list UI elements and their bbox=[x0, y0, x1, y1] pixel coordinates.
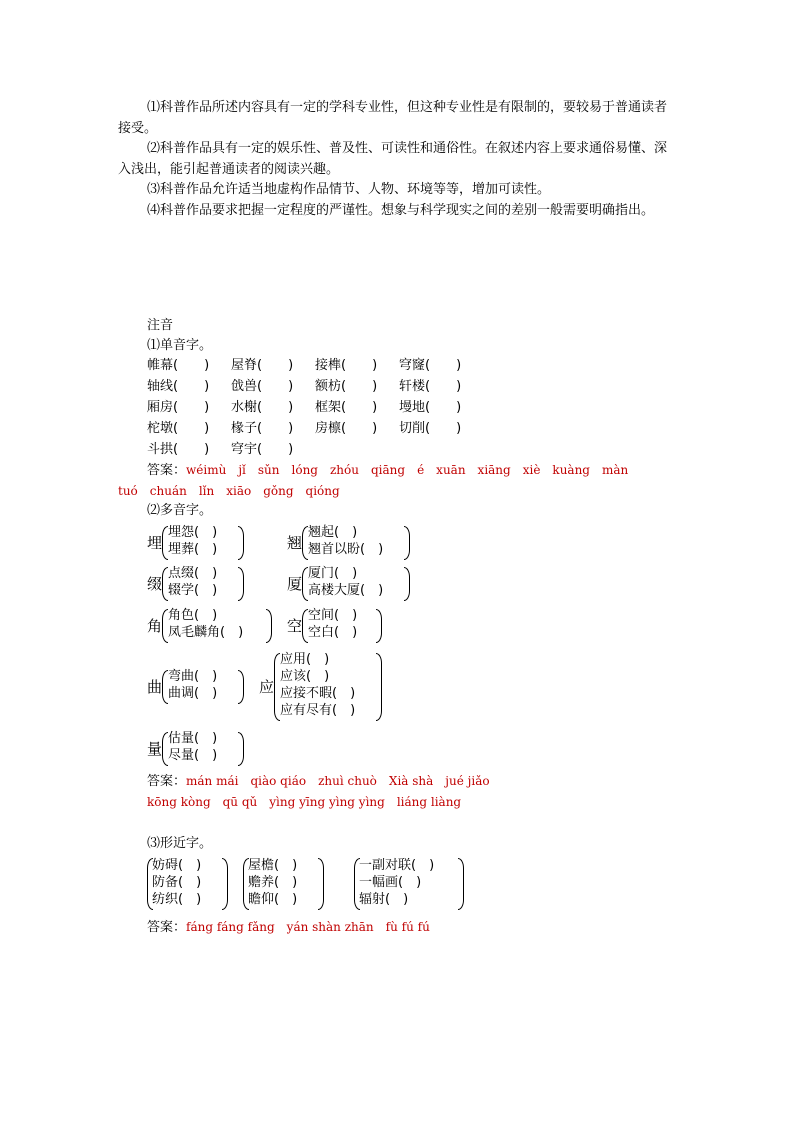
similar-answer bbox=[147, 917, 430, 938]
multi-title: ⑵多音字。 bbox=[147, 503, 213, 518]
single-answer-continued: tuó chuán lǐn xiāo gǒng qióng bbox=[118, 484, 340, 498]
multi-word: 埋怨( ) bbox=[168, 525, 218, 540]
multi-head: 埋 bbox=[147, 534, 163, 552]
section-title: 注音 bbox=[147, 318, 174, 333]
multi-words bbox=[308, 607, 357, 641]
single-word: 椽子( ) bbox=[231, 421, 294, 436]
single-word: 额枋( ) bbox=[315, 379, 378, 394]
answer-label: 答案： bbox=[147, 774, 187, 789]
single-word: 轩楼( ) bbox=[399, 379, 462, 394]
single-word: 接榫( ) bbox=[315, 358, 378, 373]
intro-item-1: ⑴科普作品所述内容具有一定的学科专业性，但这种专业性是有限制的，要较易于普通读者接受。 bbox=[118, 100, 668, 136]
single-word: 戗兽( ) bbox=[231, 379, 294, 394]
answer-text: wéimù jǐ sǔn lóng zhóu qiāng é xuān xiāng xiè kuàng màn bbox=[186, 463, 629, 477]
single-word: 墁地( ) bbox=[399, 400, 462, 415]
multi-word: 应接不暇( ) bbox=[280, 686, 356, 701]
single-title: ⑴单音字。 bbox=[147, 338, 213, 353]
similar-word: 防备( ) bbox=[152, 875, 202, 890]
intro-paragraphs bbox=[118, 98, 676, 221]
similar-title: ⑶形近字。 bbox=[147, 836, 213, 851]
right-brace bbox=[376, 609, 382, 643]
right-brace bbox=[266, 609, 272, 643]
multi-word: 角色( ) bbox=[168, 608, 218, 623]
multi-word: 凤毛麟角( ) bbox=[168, 625, 244, 640]
single-word: 穹窿( ) bbox=[399, 358, 462, 373]
multi-head: 量 bbox=[147, 740, 163, 758]
multi-head: 角 bbox=[147, 617, 163, 635]
multi-word: 应有尽有( ) bbox=[280, 703, 356, 718]
single-word: 斗拱( ) bbox=[147, 442, 210, 457]
similar-group-3 bbox=[359, 857, 434, 908]
single-word: 帷幕( ) bbox=[147, 358, 210, 373]
similar-word: 一副对联( ) bbox=[359, 858, 435, 873]
answer-text: fáng fáng fǎng yán shàn zhān fù fú fú bbox=[186, 920, 430, 934]
similar-word: 妨碍( ) bbox=[152, 858, 202, 873]
right-brace bbox=[238, 732, 244, 766]
right-brace bbox=[238, 567, 244, 601]
similar-word: 瞻仰( ) bbox=[248, 892, 298, 907]
multi-word: 估量( ) bbox=[168, 731, 218, 746]
single-word: 水榭( ) bbox=[231, 400, 294, 415]
right-brace bbox=[376, 653, 382, 721]
multi-word: 厦门( ) bbox=[308, 566, 358, 581]
right-brace bbox=[222, 858, 228, 910]
multi-answer bbox=[147, 771, 490, 792]
multi-words bbox=[280, 651, 355, 719]
single-answer bbox=[147, 460, 628, 481]
single-word: 厢房( ) bbox=[147, 400, 210, 415]
single-word: 柁墩( ) bbox=[147, 421, 210, 436]
multi-head: 曲 bbox=[147, 678, 163, 696]
right-brace bbox=[318, 858, 324, 910]
multi-head: 空 bbox=[287, 617, 303, 635]
answer-label: 答案： bbox=[147, 463, 187, 478]
multi-word: 高楼大厦( ) bbox=[308, 583, 384, 598]
multi-word: 翘首以盼( ) bbox=[308, 542, 384, 557]
similar-group-1 bbox=[152, 857, 201, 908]
single-word: 轴线( ) bbox=[147, 379, 210, 394]
multi-word: 空白( ) bbox=[308, 625, 358, 640]
multi-word: 应该( ) bbox=[280, 669, 330, 684]
multi-word: 弯曲( ) bbox=[168, 669, 218, 684]
answer-text: mán mái qiào qiáo zhuì chuò Xià shà jué jiǎo bbox=[186, 774, 490, 788]
single-word: 穹宇( ) bbox=[231, 442, 294, 457]
multi-head: 厦 bbox=[287, 575, 303, 593]
right-brace bbox=[238, 526, 244, 560]
single-word: 房檩( ) bbox=[315, 421, 378, 436]
similar-word: 一幅画( ) bbox=[359, 875, 422, 890]
multi-word: 埋葬( ) bbox=[168, 542, 218, 557]
multi-word: 空间( ) bbox=[308, 608, 358, 623]
multi-answer-continued: kōng kòng qū qǔ yìng yīng yìng yìng liáng liàng bbox=[147, 795, 462, 809]
similar-word: 辐射( ) bbox=[359, 892, 409, 907]
similar-group-2 bbox=[248, 857, 297, 908]
similar-word: 屋檐( ) bbox=[248, 858, 298, 873]
single-word: 切削( ) bbox=[399, 421, 462, 436]
multi-word: 翘起( ) bbox=[308, 525, 358, 540]
multi-word: 点缀( ) bbox=[168, 566, 218, 581]
intro-item-3: ⑶科普作品允许适当地虚构作品情节、人物、环境等等，增加可读性。 bbox=[147, 182, 551, 197]
multi-head: 缀 bbox=[147, 575, 163, 593]
answer-label: 答案： bbox=[147, 920, 187, 935]
multi-words bbox=[168, 524, 217, 558]
multi-head: 翘 bbox=[287, 534, 303, 552]
multi-word: 曲调( ) bbox=[168, 686, 218, 701]
multi-words bbox=[308, 524, 383, 558]
multi-word: 辍学( ) bbox=[168, 583, 218, 598]
intro-item-2: ⑵科普作品具有一定的娱乐性、普及性、可读性和通俗性。在叙述内容上要求通俗易懂、深入浅出，能引起普通读者的阅读兴趣。 bbox=[118, 141, 668, 177]
multi-words bbox=[168, 607, 243, 641]
right-brace bbox=[404, 567, 410, 601]
multi-words bbox=[168, 668, 217, 702]
multi-word: 尽量( ) bbox=[168, 748, 218, 763]
multi-words bbox=[168, 730, 217, 764]
multi-words bbox=[168, 565, 217, 599]
single-word: 屋脊( ) bbox=[231, 358, 294, 373]
right-brace bbox=[458, 858, 464, 910]
multi-word: 应用( ) bbox=[280, 652, 330, 667]
intro-item-4: ⑷科普作品要求把握一定程度的严谨性。想象与科学现实之间的差别一般需要明确指出。 bbox=[147, 202, 655, 218]
multi-head: 应 bbox=[259, 678, 275, 696]
right-brace bbox=[404, 526, 410, 560]
similar-word: 赡养( ) bbox=[248, 875, 298, 890]
right-brace bbox=[238, 670, 244, 704]
multi-words bbox=[308, 565, 383, 599]
single-word: 框架( ) bbox=[315, 400, 378, 415]
similar-word: 纺织( ) bbox=[152, 892, 202, 907]
